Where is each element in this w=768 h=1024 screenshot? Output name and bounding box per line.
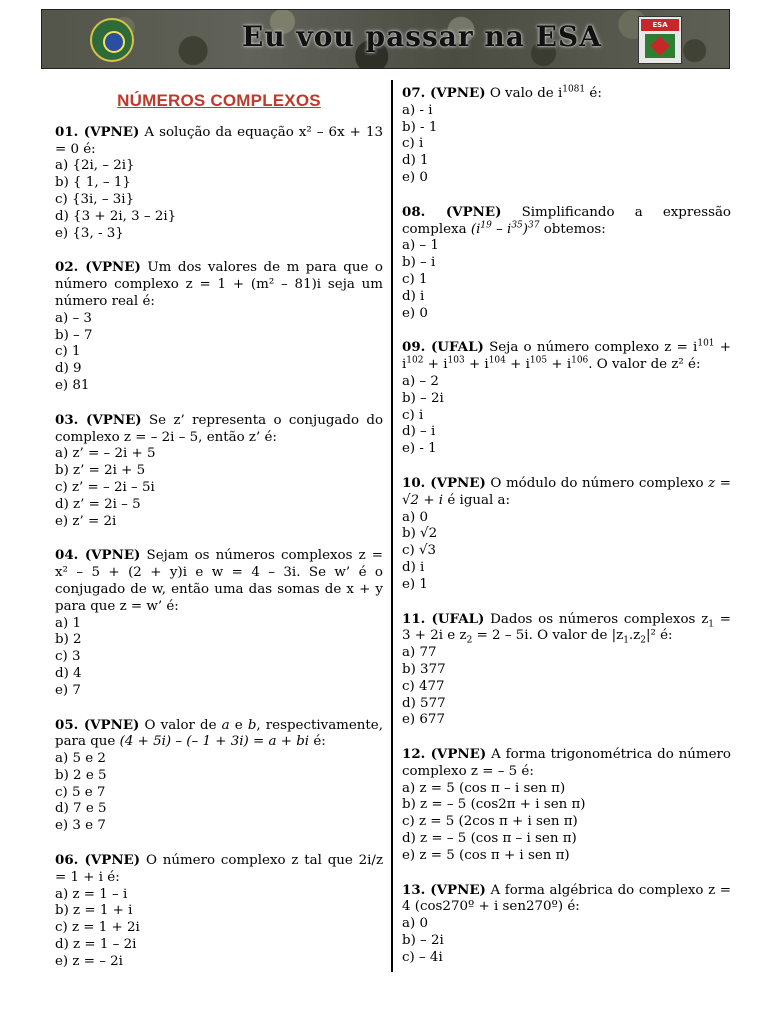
- question-02: [55, 259, 383, 394]
- option: e) z = – 2i: [55, 953, 123, 969]
- option: a) z = 5 (cos π – i sen π): [402, 780, 566, 796]
- expression: + i: [423, 492, 444, 508]
- subscript: 2: [640, 635, 646, 646]
- question-statement-part: é igual a:: [447, 492, 511, 508]
- option: a) 5 e 2: [55, 751, 106, 767]
- left-column: [55, 85, 383, 988]
- question-number: 06. (VPNE): [55, 852, 141, 869]
- option: c) i: [402, 407, 424, 423]
- option: d) {3 + 2i, 3 – 2i}: [55, 208, 177, 224]
- variable-a: a: [221, 717, 230, 733]
- question-number: 13. (VPNE): [402, 881, 486, 898]
- option: a) 0: [402, 509, 428, 525]
- option: c) 3: [55, 649, 81, 665]
- question-text: [402, 85, 731, 103]
- variable-b: b: [247, 717, 257, 733]
- question-statement-part: é:: [313, 734, 326, 750]
- option: b) z = 1 + i: [55, 903, 133, 919]
- option: c) 477: [402, 678, 445, 694]
- question-text: [402, 882, 731, 917]
- question-number: 07. (VPNE): [402, 85, 486, 101]
- option: d) z’ = 2i – 5: [55, 496, 141, 512]
- option: d) z = 1 – 2i: [55, 937, 137, 953]
- question-statement: A forma trigonométrica do número complexo z = – 5 é:: [402, 747, 731, 779]
- option: a) {2i, – 2i}: [55, 158, 135, 174]
- option: d) 577: [402, 695, 446, 711]
- subscript: 2: [466, 635, 473, 646]
- question-statement: Simplificando a expressão complexa: [402, 204, 731, 237]
- option: e) 0: [402, 305, 428, 321]
- question-statement: Um dos valores de m para que o número complexo z = 1 + (m² – 81)i seja um número real é:: [55, 260, 383, 309]
- option: e) 677: [402, 712, 445, 728]
- question-text: [402, 204, 731, 239]
- option: d) i: [402, 288, 425, 304]
- expression: $(i^{19} - i^{35})^{37}$: [470, 220, 540, 237]
- question-10: [402, 475, 731, 594]
- exponent: 19: [480, 220, 492, 231]
- esa-badge-text: ESA: [641, 19, 679, 31]
- question-text: 09. (UFAL) Seja o número complexo $z = i^{101} + i^{102} + i^{103} + i^{104} + i^{105} + i^{106}$. O valor de z² é:: [402, 338, 731, 373]
- question-statement-part: = 3 + 2i e z: [402, 611, 732, 644]
- header-banner: [41, 9, 730, 69]
- option: b) 2: [55, 632, 82, 648]
- question-03: [55, 412, 383, 531]
- option: c) 1: [402, 271, 428, 287]
- exponent: 103: [447, 355, 465, 366]
- question-statement: Sejam os números complexos z = x² – 5 + (2 + y)i e w = 4 – 3i. Se w’ é o conjugado de w, então uma das somas de x + y para que z = w’ é:: [55, 548, 383, 614]
- question-statement-part: = 2 – 5i. O valor de |z: [476, 628, 624, 644]
- option: c) √3: [402, 543, 437, 559]
- question-text: [55, 124, 383, 159]
- option: b) 377: [402, 661, 446, 677]
- question-statement-part: é:: [589, 86, 602, 101]
- option: d) – i: [402, 424, 436, 440]
- banner-title: Eu vou passar na ESA: [242, 20, 602, 53]
- option: a) z = 1 – i: [55, 886, 128, 902]
- question-statement: O número complexo z tal que 2i/z = 1 + i é:: [55, 853, 383, 885]
- option: e) 81: [55, 377, 90, 393]
- option: d) 9: [55, 361, 82, 377]
- option: c) 1: [55, 344, 81, 360]
- question-statement-part: obtemos:: [543, 221, 606, 237]
- question-09: [402, 339, 731, 458]
- option: e) z’ = 2i: [55, 513, 117, 529]
- question-statement: Dados os números complexos z: [490, 611, 709, 627]
- army-emblem-icon: [90, 18, 134, 62]
- option: b) √2: [402, 526, 438, 542]
- option: d) 4: [55, 665, 82, 681]
- option: c) z = 1 + 2i: [55, 920, 140, 936]
- question-statement: O valor de: [144, 717, 217, 733]
- question-statement-part: |² é:: [645, 628, 673, 644]
- exponent: 101: [697, 338, 715, 349]
- exponent: 106: [571, 355, 589, 366]
- question-13: [402, 882, 731, 967]
- option: b) – 2i: [402, 933, 444, 949]
- option: d) z = – 5 (cos π – i sen π): [402, 831, 577, 847]
- question-text: [55, 717, 383, 752]
- question-number: 12. (VPNE): [402, 746, 487, 763]
- option: c) z’ = – 2i – 5i: [55, 479, 155, 495]
- option: c) – 4i: [402, 949, 443, 965]
- question-01: [55, 124, 383, 243]
- option: b) – i: [402, 255, 436, 271]
- question-number: 08. (VPNE): [402, 203, 502, 220]
- option: e) 1: [402, 576, 428, 592]
- question-number: 10. (VPNE): [402, 474, 486, 491]
- question-statement: Seja o número complexo z = i: [489, 340, 698, 356]
- question-text: [55, 852, 383, 887]
- question-11: [402, 611, 731, 730]
- subscript: 1: [708, 619, 714, 630]
- option: a) 1: [55, 615, 81, 631]
- question-statement: A forma algébrica do complexo z = 4 (cos270º + i sen270º) é:: [402, 882, 731, 915]
- option: b) - 1: [402, 119, 438, 135]
- option: a) 77: [402, 645, 437, 661]
- question-number: 09. (UFAL): [402, 339, 484, 356]
- question-text: [55, 547, 383, 615]
- option: e) - 1: [402, 441, 437, 457]
- option: b) 2 e 5: [55, 767, 107, 783]
- exponent: 105: [529, 355, 548, 366]
- question-07: [402, 85, 731, 187]
- question-number: 11. (UFAL): [402, 610, 485, 627]
- option: b) – 2i: [402, 390, 444, 406]
- question-number: 01. (VPNE): [55, 123, 140, 140]
- exponent: 104: [488, 355, 506, 366]
- exponent: 37: [528, 220, 540, 231]
- question-12: [402, 746, 731, 865]
- question-text: [402, 746, 731, 781]
- option: e) z = 5 (cos π + i sen π): [402, 847, 570, 863]
- question-08: [402, 204, 731, 323]
- esa-shield-icon: [638, 16, 682, 64]
- option: d) 1: [402, 153, 429, 169]
- exponent: 1081: [562, 84, 586, 95]
- option: c) i: [402, 136, 424, 152]
- option: b) { 1, – 1}: [55, 175, 131, 191]
- option: e) 3 e 7: [55, 818, 106, 834]
- question-text: [55, 259, 383, 310]
- option: e) 7: [55, 682, 81, 698]
- option: e) 0: [402, 169, 428, 185]
- option: a) 0: [402, 916, 428, 932]
- subscript: 1: [623, 635, 629, 646]
- question-06: [55, 852, 383, 971]
- exponent: 102: [406, 355, 424, 366]
- question-number: 04. (VPNE): [55, 547, 141, 564]
- question-04: [55, 547, 383, 699]
- question-number: 02. (VPNE): [55, 259, 141, 276]
- question-statement-part: .z: [628, 628, 641, 644]
- expression: z = √2: [402, 475, 731, 508]
- question-statement: O valo de i: [489, 86, 563, 101]
- option: c) {3i, – 3i}: [55, 191, 135, 207]
- question-number: 05. (VPNE): [55, 716, 140, 733]
- option: a) – 3: [55, 310, 92, 326]
- option: b) – 7: [55, 327, 93, 343]
- column-divider: [391, 80, 393, 972]
- option: a) - i: [402, 102, 433, 118]
- page-title: NÚMEROS COMPLEXOS: [117, 91, 321, 110]
- question-number: 03. (VPNE): [55, 411, 142, 428]
- option: a) – 1: [402, 238, 439, 254]
- exponent: 35: [511, 220, 523, 231]
- question-text: [402, 611, 731, 646]
- option: d) i: [402, 559, 425, 575]
- option: e) {3, - 3}: [55, 225, 124, 241]
- option: a) z’ = – 2i + 5: [55, 446, 156, 462]
- question-text: [55, 412, 383, 447]
- option: d) 7 e 5: [55, 801, 107, 817]
- option: b) z = – 5 (cos2π + i sen π): [402, 797, 586, 813]
- question-statement: Se z’ representa o conjugado do complexo z = – 2i – 5, então z’ é:: [55, 412, 384, 445]
- question-statement-part: . O valor de z² é:: [588, 357, 701, 373]
- equation: (4 + 5i) – (– 1 + 3i) = a + bi: [119, 734, 310, 750]
- right-column: [402, 85, 731, 984]
- question-05: [55, 717, 383, 836]
- question-statement-part: e: [234, 717, 243, 733]
- option: c) 5 e 7: [55, 784, 106, 800]
- question-statement: O módulo do número complexo: [490, 475, 704, 491]
- option: a) – 2: [402, 373, 439, 389]
- option: c) z = 5 (2cos π + i sen π): [402, 814, 578, 830]
- question-statement-part: , respectivamente, para que: [55, 717, 383, 750]
- shield-flag-icon: [645, 34, 675, 58]
- question-statement: A solução da equação x² – 6x + 13 = 0 é:: [55, 124, 383, 157]
- question-text: [402, 475, 731, 510]
- option: b) z’ = 2i + 5: [55, 463, 146, 479]
